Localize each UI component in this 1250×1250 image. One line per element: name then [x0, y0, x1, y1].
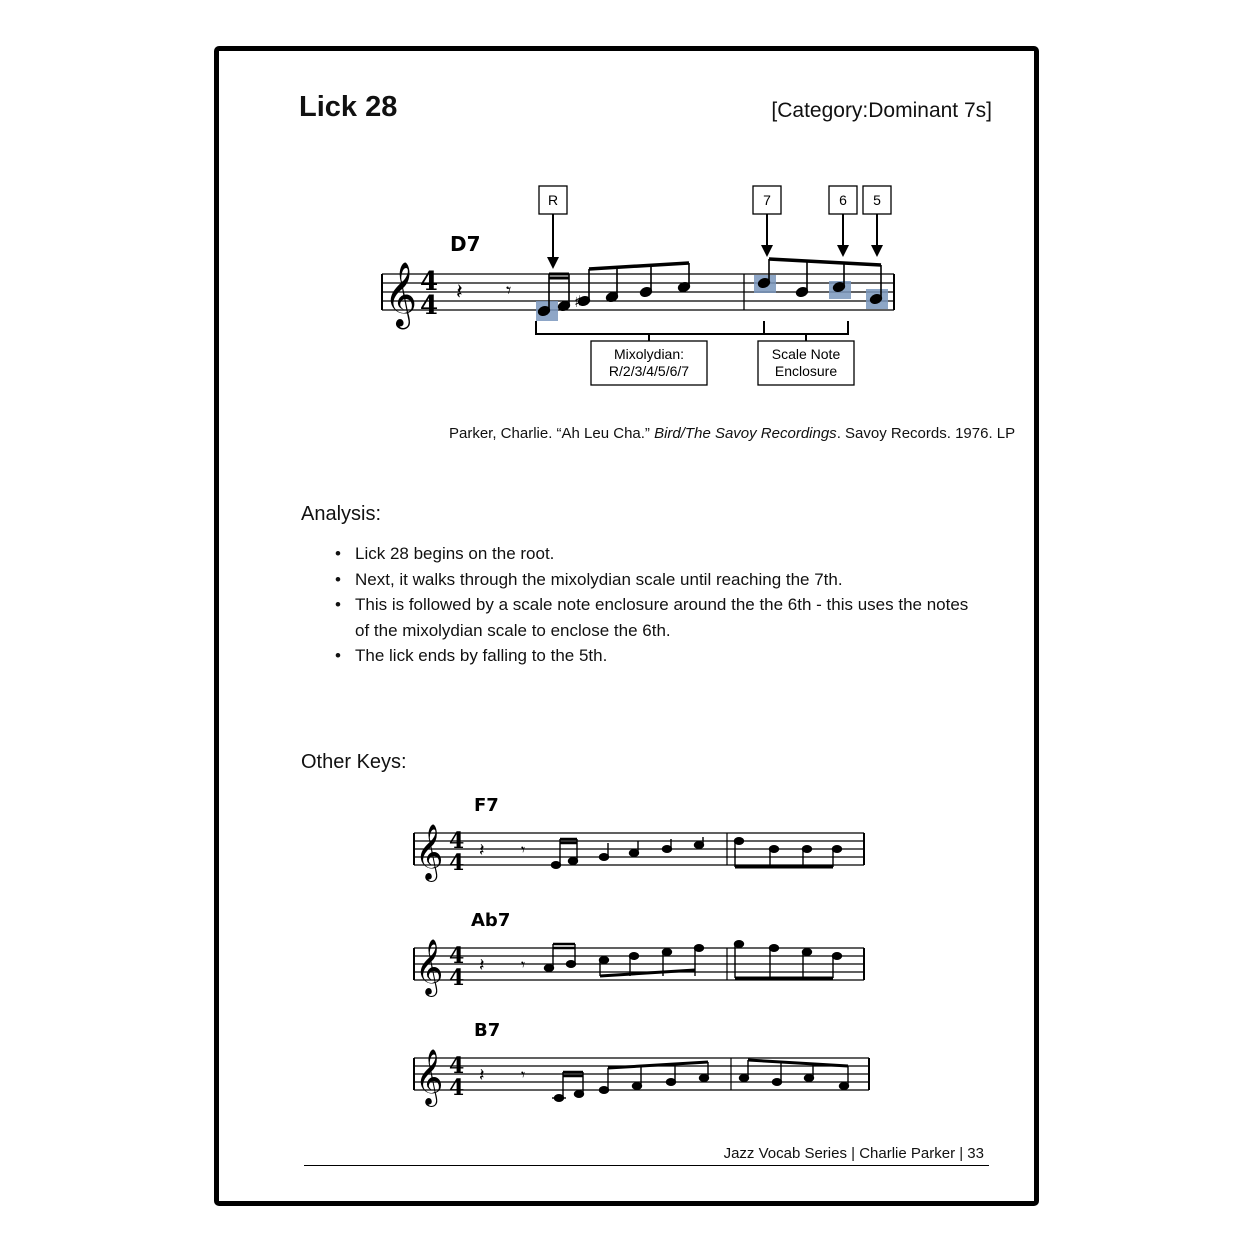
other-key-staff-f7: [409, 791, 879, 886]
footer-text: Jazz Vocab Series | Charlie Parker | 33: [723, 1145, 984, 1162]
svg-text:R: R: [547, 192, 559, 208]
analysis-item: • Next, it walks through the mixolydian scale until reaching the 7th.: [331, 567, 971, 593]
analysis-item: • Lick 28 begins on the root.: [331, 541, 971, 567]
svg-text:4: 4: [449, 828, 465, 854]
svg-text:4: 4: [449, 850, 465, 876]
svg-text:4: 4: [449, 1075, 465, 1101]
svg-text:♯: ♯: [574, 292, 582, 311]
svg-text:6: 6: [839, 192, 847, 208]
interval-label-5: [863, 186, 891, 257]
eighth-rest-icon: 𝄾: [506, 278, 512, 302]
lick-title: Lick 28: [299, 91, 398, 123]
document-page: [214, 46, 1039, 1206]
treble-clef-icon: 𝄞: [415, 1049, 444, 1105]
svg-text:4: 4: [449, 1053, 465, 1079]
interval-label-6: [829, 186, 857, 257]
svg-text:4: 4: [449, 965, 465, 991]
treble-clef-icon: 𝄞: [415, 939, 444, 995]
treble-clef-icon: 𝄞: [384, 262, 418, 327]
svg-text:𝄾: 𝄾: [521, 840, 526, 859]
category-label: [Category:Dominant 7s]: [771, 99, 992, 122]
svg-text:5: 5: [873, 192, 881, 208]
other-key-staff-b7: [409, 1016, 879, 1116]
time-sig-bottom: 4: [420, 291, 439, 321]
interval-label-r: [539, 186, 567, 269]
svg-text:Mixolydian:: Mixolydian:: [613, 346, 685, 362]
chord-symbol-f7: F7: [474, 795, 499, 816]
svg-text:𝄽: 𝄽: [479, 955, 485, 976]
analysis-list: [331, 541, 971, 669]
svg-text:4: 4: [449, 943, 465, 969]
main-chord-symbol: D7: [450, 232, 481, 256]
bracket-label-enclosure: [758, 341, 854, 385]
main-notation: [374, 181, 914, 391]
svg-text:Scale Note: Scale Note: [771, 346, 841, 362]
citation: Parker, Charlie. “Ah Leu Cha.” Bird/The Savoy Recordings. Savoy Records. 1976. LP: [449, 425, 1016, 442]
chord-symbol-ab7: Ab7: [471, 910, 511, 931]
chord-symbol-b7: B7: [474, 1020, 501, 1041]
bracket-label-mixolydian: [591, 341, 707, 385]
time-sig-top: 4: [420, 267, 439, 297]
svg-text:𝄽: 𝄽: [479, 1065, 485, 1086]
svg-text:7: 7: [763, 192, 771, 208]
svg-text:𝄾: 𝄾: [521, 955, 526, 974]
treble-clef-icon: 𝄞: [415, 824, 444, 880]
analysis-item: • This is followed by a scale note enclosure around the the 6th - this uses the notes of the mixolydian scale to enclose the 6th.: [331, 592, 971, 643]
quarter-rest-icon: 𝄽: [456, 280, 463, 305]
svg-text:R/2/3/4/5/6/7: R/2/3/4/5/6/7: [608, 363, 690, 379]
other-keys-heading: Other Keys:: [301, 751, 407, 773]
svg-text:𝄽: 𝄽: [479, 840, 485, 861]
svg-text:Enclosure: Enclosure: [774, 363, 838, 379]
analysis-item: • The lick ends by falling to the 5th.: [331, 643, 971, 669]
analysis-heading: Analysis:: [301, 503, 382, 525]
svg-text:𝄾: 𝄾: [521, 1065, 526, 1084]
footer-rule: [304, 1165, 989, 1166]
bracket-lines: [536, 321, 848, 341]
other-key-staff-ab7: [409, 906, 879, 1001]
interval-label-7: [753, 186, 781, 257]
